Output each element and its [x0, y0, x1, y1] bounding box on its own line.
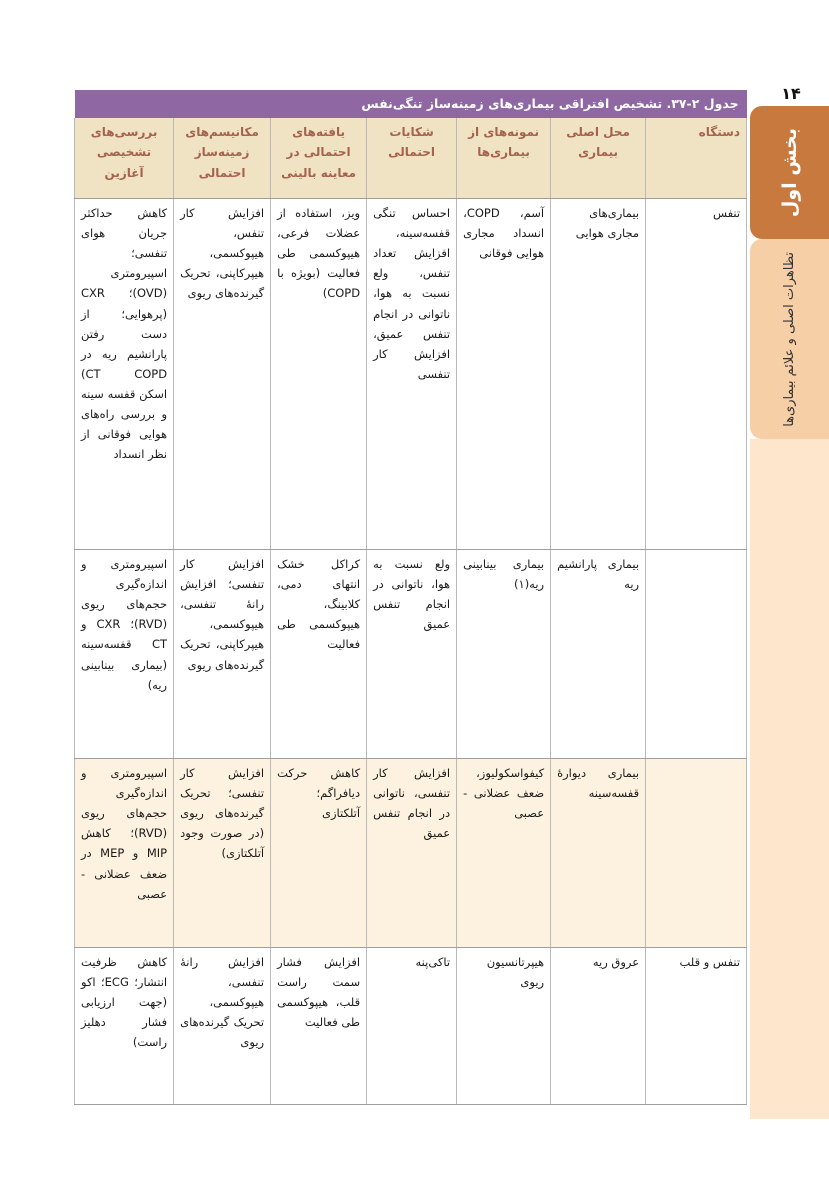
- cell-site: عروق ریه: [551, 947, 646, 1104]
- column-header-workup: بررسی‌های تشخیصی آغازین: [75, 118, 174, 199]
- page-number: ۱۴: [781, 84, 801, 103]
- cell-workup: کاهش حداکثر جریان هوای تنفسی؛ اسپیرومتری (OVD)؛ CXR (پرهوایی؛ از دست رفتن پارانشیم ریه در CT COPD) اسکن قفسه سینه و بررسی راه‌های هوایی فوقانی از نظر انسداد: [75, 198, 174, 549]
- table-row: [75, 549, 747, 758]
- cell-system: [646, 549, 747, 758]
- cell-mechanisms: افزایش رانهٔ تنفسی، هیپوکسمی، تحریک گیرنده‌های ریوی: [174, 947, 271, 1104]
- cell-examples: آسم، COPD، انسداد مجاری هوایی فوقانی: [457, 198, 551, 549]
- cell-system: تنفس و قلب: [646, 947, 747, 1104]
- cell-site: بیماری دیوارهٔ قفسه‌سینه: [551, 758, 646, 947]
- section-subtitle-label: تظاهرات اصلی و علائم بیماری‌ها: [782, 251, 797, 427]
- table-row: [75, 198, 747, 549]
- table-row: [75, 758, 747, 947]
- cell-system: تنفس: [646, 198, 747, 549]
- cell-mechanisms: افزایش کار تنفسی؛ افزایش رانهٔ تنفسی، هیپوکسمی، هیپرکاپنی، تحریک گیرنده‌های ریوی: [174, 549, 271, 758]
- section-tab[interactable]: [750, 106, 829, 239]
- cell-workup: کاهش ظرفیت انتشار؛ ECG؛ اکو (جهت ارزیابی فشار دهلیز راست): [75, 947, 174, 1104]
- cell-complaints: تاکی‌پنه: [367, 947, 457, 1104]
- cell-site: بیماری‌های مجاری هوایی: [551, 198, 646, 549]
- column-header-system: دستگاه: [646, 118, 747, 199]
- column-header-site: محل اصلی بیماری: [551, 118, 646, 199]
- cell-findings: افزایش فشار سمت راست قلب، هیپوکسمی طی فعالیت: [271, 947, 367, 1104]
- cell-site: بیماری پارانشیم ریه: [551, 549, 646, 758]
- table-caption: جدول ۲-۳۷. تشخیص افتراقی بیماری‌های زمینه‌ساز تنگی‌نفس: [75, 90, 747, 118]
- cell-findings: کراکل خشک انتهای دمی، کلابینگ، هیپوکسمی طی فعالیت: [271, 549, 367, 758]
- section-subtitle-tab[interactable]: [750, 239, 829, 439]
- table-row: [75, 947, 747, 1104]
- cell-findings: ویز، استفاده از عضلات فرعی، هیپوکسمی طی فعالیت (بویژه با COPD): [271, 198, 367, 549]
- cell-workup: اسپیرومتری و اندازه‌گیری حجم‌های ریوی (RVD)؛ کاهش MIP و MEP در ضعف عضلانی - عصبی: [75, 758, 174, 947]
- cell-complaints: ولع نسبت به هوا، ناتوانی در انجام تنفس عمیق: [367, 549, 457, 758]
- cell-findings: کاهش حرکت دیافراگم؛ آتلکتازی: [271, 758, 367, 947]
- cell-mechanisms: افزایش کار تنفسی؛ تحریک گیرنده‌های ریوی (در صورت وجود آتلکتازی): [174, 758, 271, 947]
- cell-system: [646, 758, 747, 947]
- cell-examples: بیماری بینابینی ریه(۱): [457, 549, 551, 758]
- cell-complaints: احساس تنگی قفسه‌سینه، افزایش تعداد تنفس، ولع نسبت به هوا، ناتوانی در انجام تنفس عمیق، افزایش کار تنفسی: [367, 198, 457, 549]
- cell-workup: اسپیرومتری و اندازه‌گیری حجم‌های ریوی (RVD)؛ CXR و CT قفسه‌سینه (بیماری بینابینی ریه): [75, 549, 174, 758]
- column-header-mechanisms: مکانیسم‌های زمینه‌ساز احتمالی: [174, 118, 271, 199]
- cell-examples: کیفواسکولیوز، ضعف عضلانی - عصبی: [457, 758, 551, 947]
- column-header-examples: نمونه‌های از بیماری‌ها: [457, 118, 551, 199]
- cell-examples: هیپرتانسیون ریوی: [457, 947, 551, 1104]
- side-strip: [750, 439, 829, 1119]
- column-header-complaints: شکایات احتمالی: [367, 118, 457, 199]
- cell-complaints: افزایش کار تنفسی، ناتوانی در انجام تنفس عمیق: [367, 758, 457, 947]
- differential-diagnosis-table: [74, 90, 747, 1105]
- column-header-findings: یافته‌های احتمالی در معاینه بالینی: [271, 118, 367, 199]
- cell-mechanisms: افزایش کار تنفس، هیپوکسمی، هیپرکاپنی، تحریک گیرنده‌های ریوی: [174, 198, 271, 549]
- section-tab-label: بخش اول: [778, 127, 801, 218]
